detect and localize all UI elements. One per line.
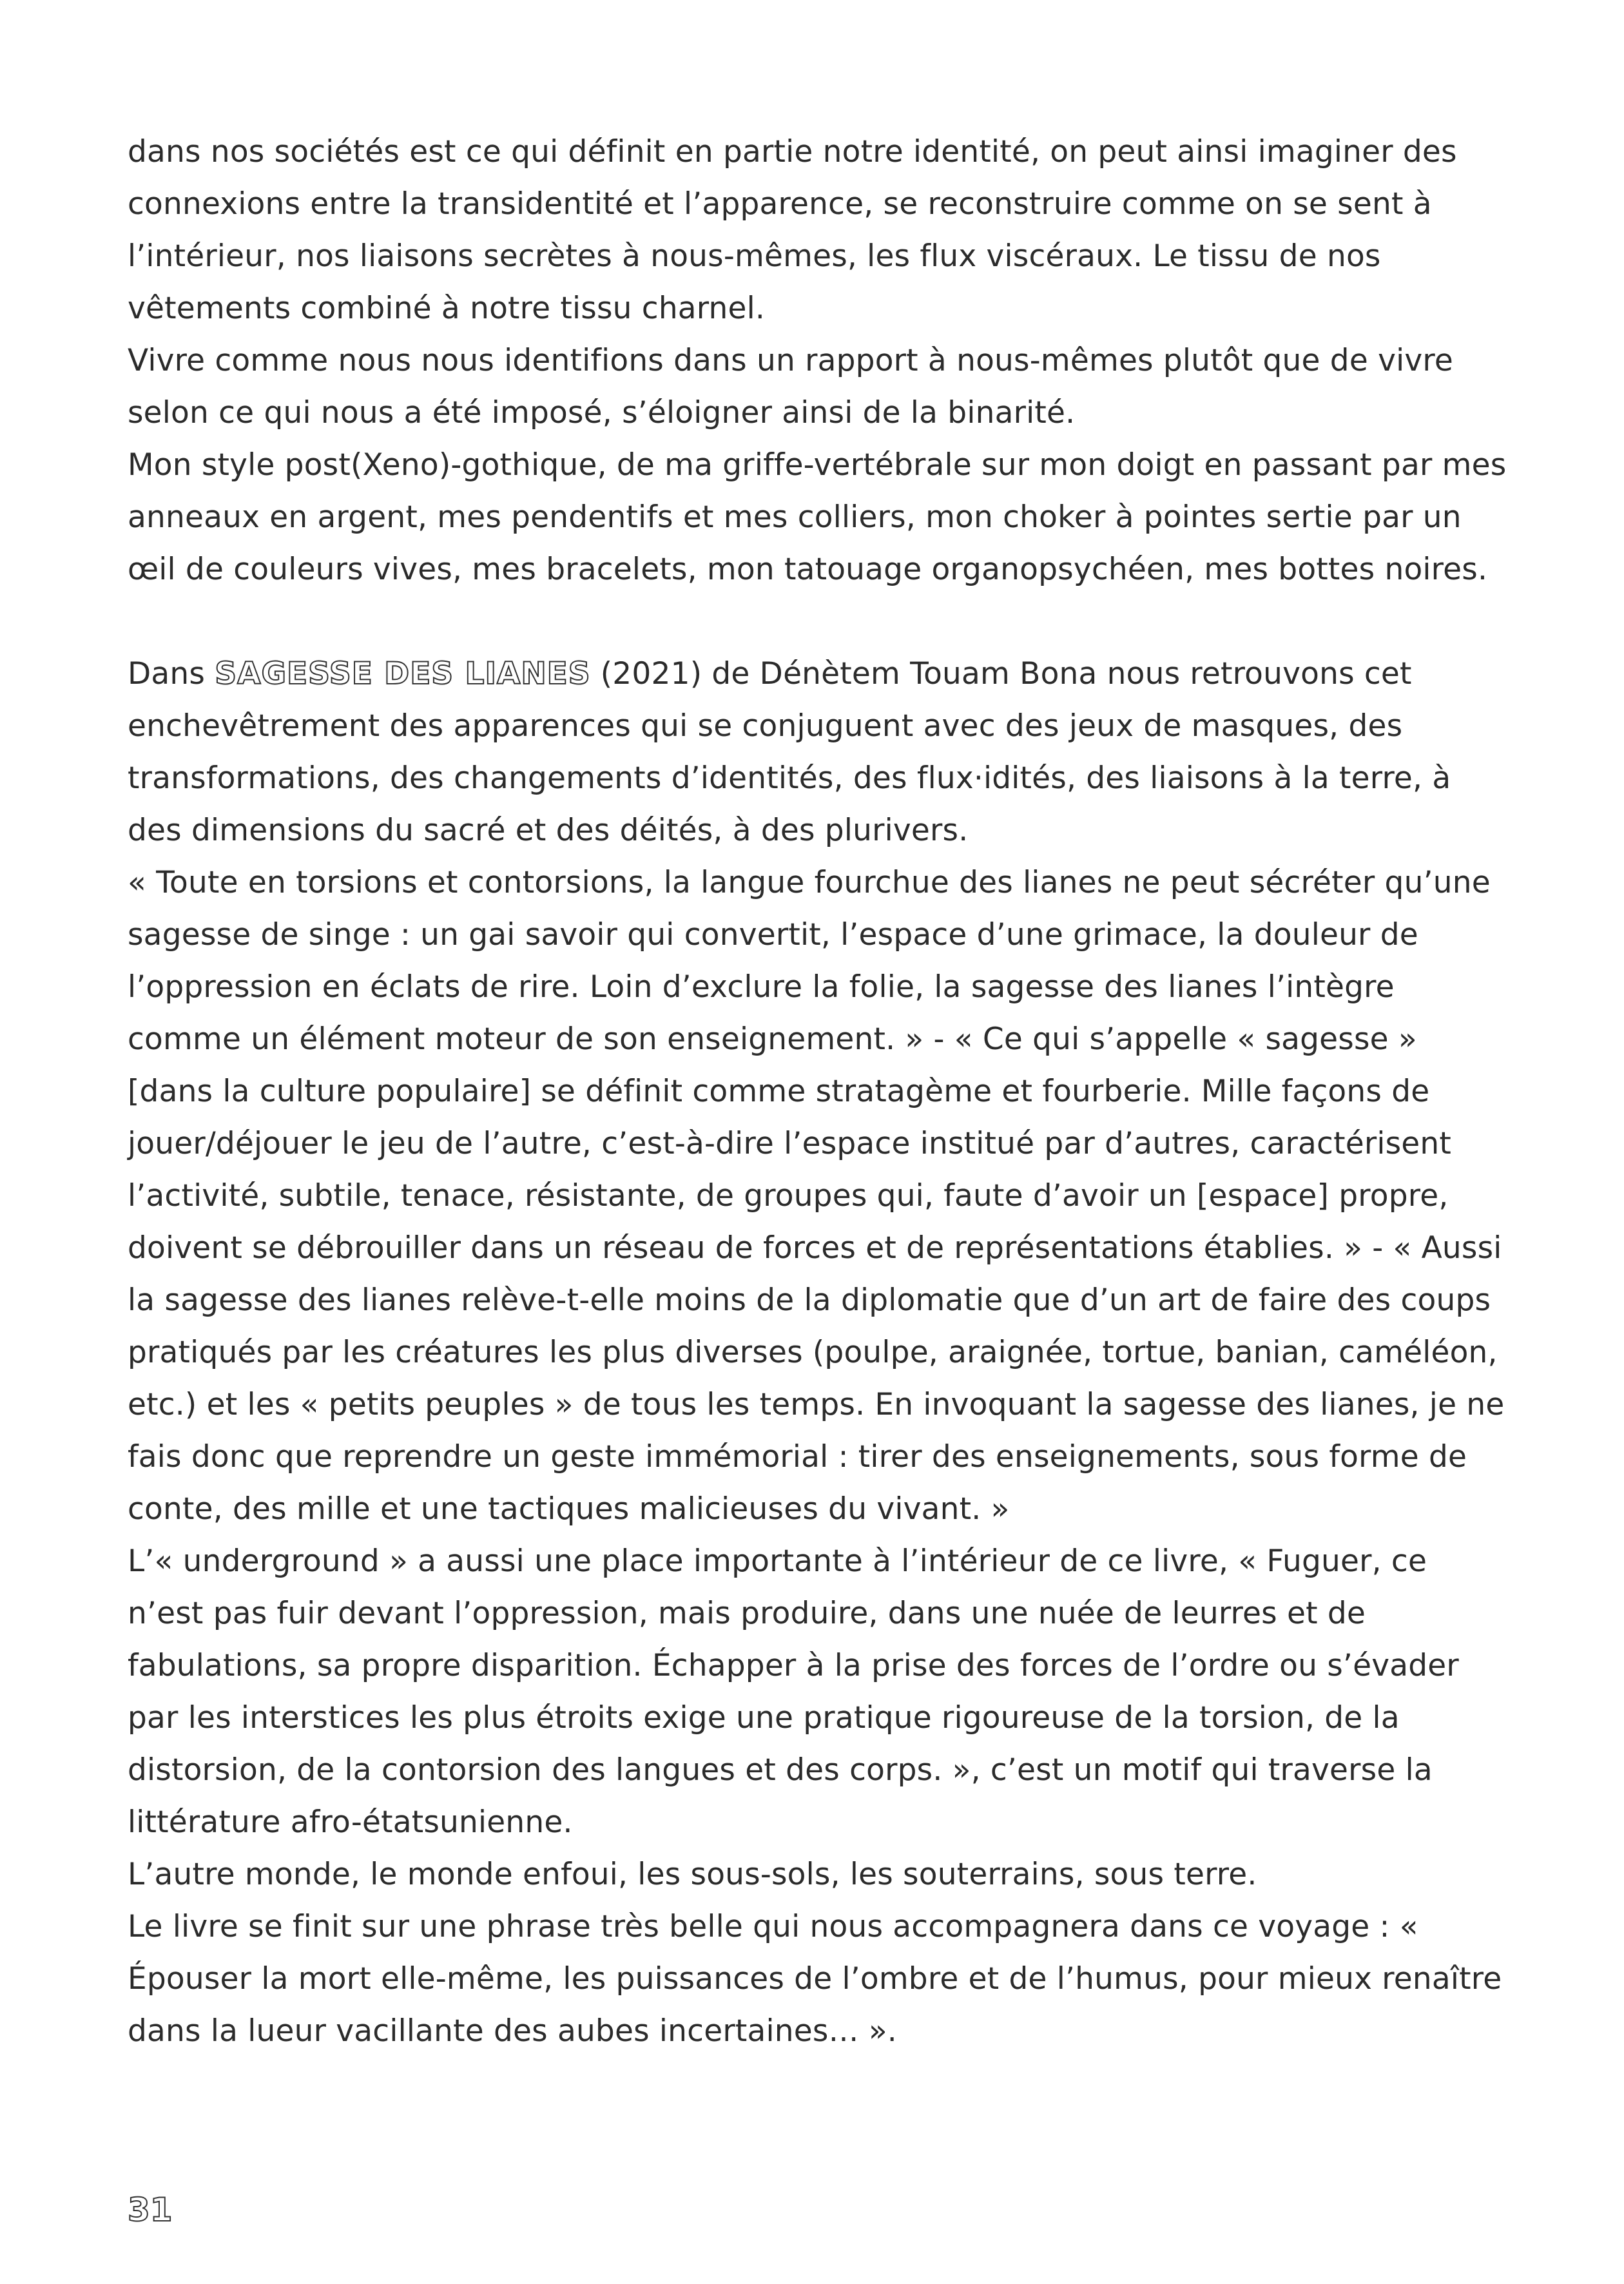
intro-lead-text: Dans: [128, 656, 215, 692]
page-number: 31: [128, 2191, 173, 2229]
paragraph-closing: Le livre se finit sur une phrase très belle qui nous accompagnera dans ce voyage : « Épouser la mort elle-même, les puissances de l’ombre et de l’humus, pour mieux renaître dans la lueur vacillante des aubes incertaines… ».: [128, 1909, 1502, 2049]
book-title: SAGESSE DES LIANES: [215, 656, 591, 692]
paragraph-style: Mon style post(Xeno)-gothique, de ma griffe-vertébrale sur mon doigt en passant par mes anneaux en argent, mes pendentifs et mes colliers, mon choker à pointes sertie par un œil de couleurs vives, mes bracelets, mon tatouage organopsychéen, mes bottes noires.: [128, 447, 1507, 587]
page-body: [128, 126, 1510, 2057]
paragraph-binarity: Vivre comme nous nous identifions dans un rapport à nous-mêmes plutôt que de vivre selon ce qui nous a été imposé, s’éloigner ainsi de la binarité.: [128, 343, 1453, 431]
paragraph-quotes: « Toute en torsions et contorsions, la langue fourchue des lianes ne peut sécréter qu’une sagesse de singe : un gai savoir qui convertit, l’espace d’une grimace, la douleur de l’oppression en éclats de rire. Loin d’exclure la folie, la sagesse des lianes l’intègre comme un élément moteur de son enseignement. » - « Ce qui s’appelle « sagesse » [dans la culture populaire] se définit comme stratagème et fourberie. Mille façons de jouer/déjouer le jeu de l’autre, c’est-à-dire l’espace institué par d’autres, caractérisent l’activité, subtile, tenace, résistante, de groupes qui, faute d’avoir un [espace] propre, doivent se débrouiller dans un réseau de forces et de représentations établies. » - « Aussi la sagesse des lianes relève-t-elle moins de la diplomatie que d’un art de faire des coups pratiqués par les créatures les plus diverses (poulpe, araignée, tortue, banian, caméléon, etc.) et les « petits peuples » de tous les temps. En invoquant la sagesse des lianes, je ne fais donc que reprendre un geste immémorial : tirer des enseignements, sous forme de conte, des mille et une tactiques malicieuses du vivant. »: [128, 865, 1505, 1527]
paragraph-other-world: L’autre monde, le monde enfoui, les sous-sols, les souterrains, sous terre.: [128, 1857, 1257, 1892]
paragraph-book-intro: [128, 648, 1510, 856]
paragraph-underground: L’« underground » a aussi une place importante à l’intérieur de ce livre, « Fuguer, ce n’est pas fuir devant l’oppression, mais produire, dans une nuée de leurres et de fabulations, sa propre disparition. Échapper à la prise des forces de l’ordre ou s’évader par les interstices les plus étroits exige une pratique rigoureuse de la torsion, de la distorsion, de la contorsion des langues et des corps. », c’est un motif qui traverse la littérature afro-étatsunienne.: [128, 1544, 1459, 1840]
paragraph-identity: dans nos sociétés est ce qui définit en partie notre identité, on peut ainsi imaginer des connexions entre la transidentité et l’apparence, se reconstruire comme on se sent à l’intérieur, nos liaisons secrètes à nous-mêmes, les flux viscéraux. Le tissu de nos vêtements combiné à notre tissu charnel.: [128, 134, 1457, 326]
intro-rest-text: (2021) de Dénètem Touam Bona nous retrouvons cet enchevêtrement des apparences qui se conjuguent avec des jeux de masques, des transformations, des changements d’identités, des flux·idités, des liaisons à la terre, à des dimensions du sacré et des déités, à des plurivers.: [128, 656, 1451, 848]
paragraph-gap: [128, 595, 1510, 648]
